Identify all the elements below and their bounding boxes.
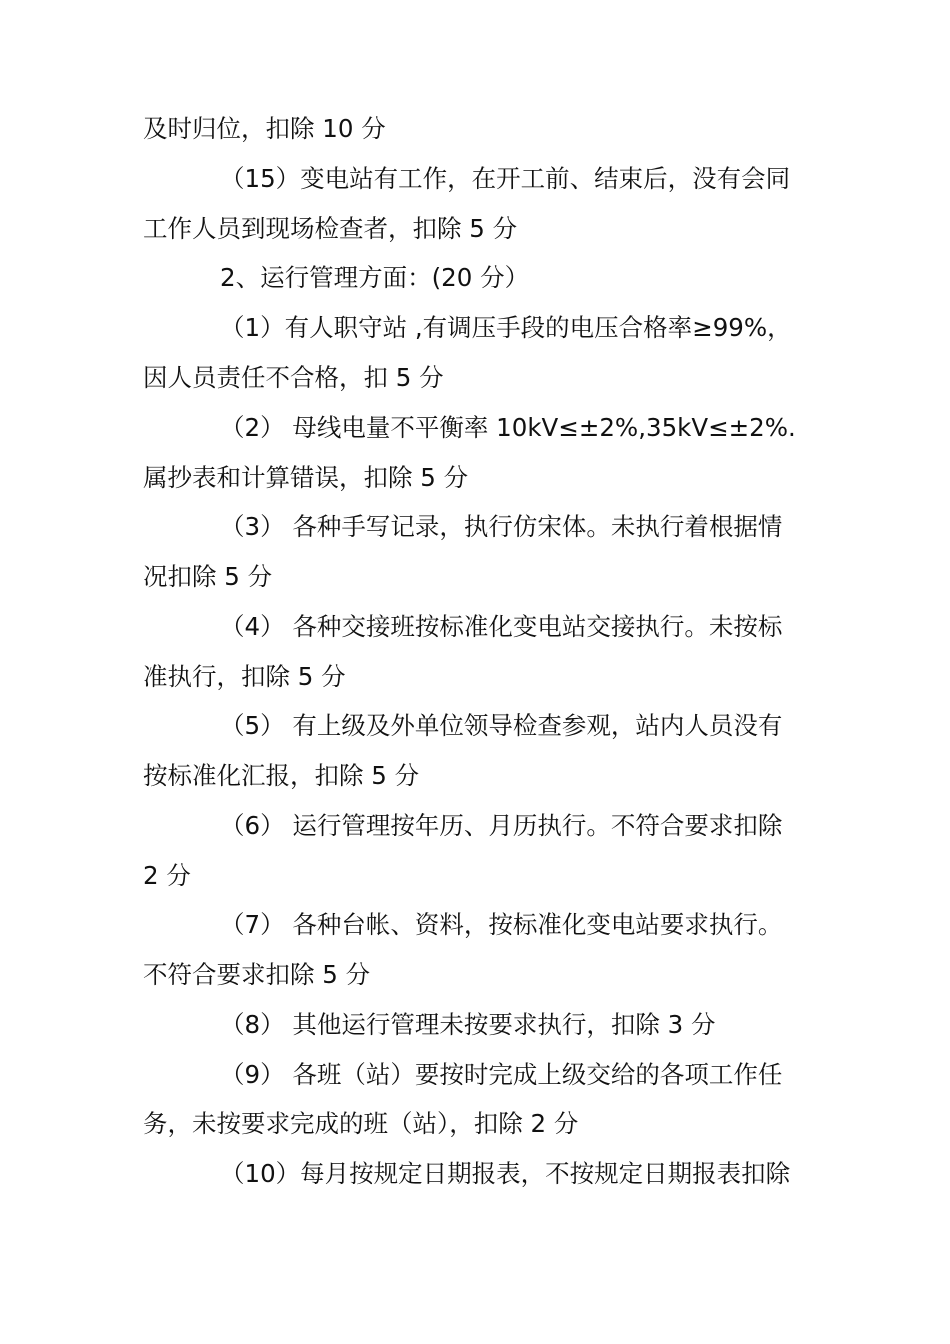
text-line: 准执行，扣除 5 分 <box>143 662 346 691</box>
text-line: 况扣除 5 分 <box>143 562 273 591</box>
text-line: （4） 各种交接班按标准化变电站交接执行。未按标 <box>220 612 783 641</box>
section-heading: 2、运行管理方面：(20 分） <box>220 263 530 292</box>
text-line: （6） 运行管理按年历、月历执行。不符合要求扣除 <box>220 811 783 840</box>
text-line: （15）变电站有工作，在开工前、结束后，没有会同 <box>220 164 791 193</box>
text-line: 务，未按要求完成的班（站），扣除 2 分 <box>143 1109 579 1138</box>
text-line: 按标准化汇报，扣除 5 分 <box>143 761 420 790</box>
text-line: （8） 其他运行管理未按要求执行，扣除 3 分 <box>220 1010 716 1039</box>
text-line: 因人员责任不合格，扣 5 分 <box>143 363 444 392</box>
text-line: （9） 各班（站）要按时完成上级交给的各项工作任 <box>220 1060 783 1089</box>
text-line: （7） 各种台帐、资料，按标准化变电站要求执行。 <box>220 910 783 939</box>
text-line: 属抄表和计算错误，扣除 5 分 <box>143 463 469 492</box>
text-line: （5） 有上级及外单位领导检查参观，站内人员没有 <box>220 711 783 740</box>
text-line: 及时归位，扣除 10 分 <box>143 114 386 143</box>
text-line: （1）有人职守站 ,有调压手段的电压合格率≥99%， <box>220 313 792 342</box>
text-line: （2） 母线电量不平衡率 10kV≤±2%,35kV≤±2%. <box>220 413 796 442</box>
text-line: （10）每月按规定日期报表，不按规定日期报表扣除 <box>220 1159 791 1188</box>
text-line: 2 分 <box>143 861 191 890</box>
text-line: 工作人员到现场检查者，扣除 5 分 <box>143 214 518 243</box>
text-line: （3） 各种手写记录，执行仿宋体。未执行着根据情 <box>220 512 783 541</box>
text-line: 不符合要求扣除 5 分 <box>143 960 371 989</box>
